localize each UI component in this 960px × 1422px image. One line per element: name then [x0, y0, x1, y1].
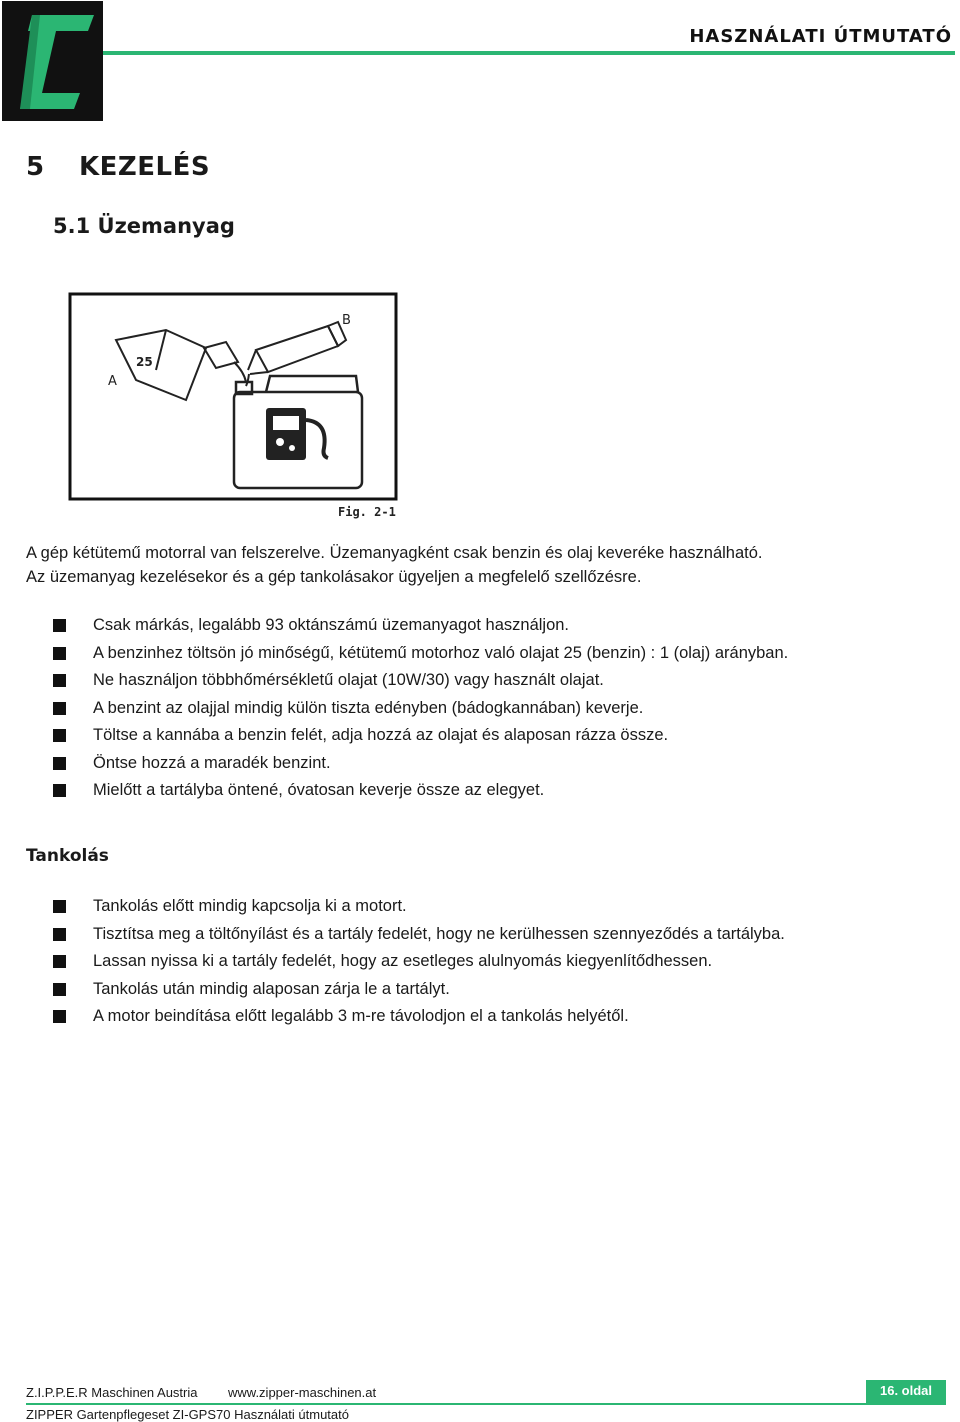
intro-text — [26, 541, 926, 589]
bullet-square-icon — [53, 784, 66, 797]
header-title: HASZNÁLATI ÚTMUTATÓ — [689, 26, 952, 47]
footer-url-link[interactable]: www.zipper-maschinen.at — [228, 1385, 377, 1400]
list-item: Tankolás után mindig alaposan zárja le a tartályt. — [53, 976, 933, 1004]
list-item: Lassan nyissa ki a tartály fedelét, hogy az esetleges alulnyomás kiegyenlítődhessen. — [53, 948, 933, 976]
list-item: A motor beindítása előtt legalább 3 m-re távolodjon el a tankolás helyétől. — [53, 1003, 933, 1031]
list-item: Csak márkás, legalább 93 oktánszámú üzemanyagot használjon. — [53, 612, 933, 640]
list-item: Tisztítsa meg a töltőnyílást és a tartály fedelét, hogy ne kerülhessen szennyeződés a tartályba. — [53, 921, 933, 949]
section-title: KEZELÉS — [79, 152, 211, 182]
footer-document-title: ZIPPER Gartenpflegeset ZI-GPS70 Használati útmutató — [26, 1407, 349, 1422]
list-item: Töltse a kannába a benzin felét, adja hozzá az olajat és alaposan rázza össze. — [53, 722, 933, 750]
bullet-square-icon — [53, 674, 66, 687]
list-item: Mielőtt a tartályba öntené, óvatosan keverje össze az elegyet. — [53, 777, 933, 805]
subsection-title: 5.1 Üzemanyag — [53, 214, 235, 238]
intro-line: Az üzemanyag kezelésekor és a gép tankolásakor ügyeljen a megfelelő szellőzésre. — [26, 568, 642, 586]
list-item: Tankolás előtt mindig kapcsolja ki a motort. — [53, 893, 933, 921]
list-item: A benzinhez töltsön jó minőségű, kétütemű motorhoz való olajat 25 (benzin) : 1 (olaj) arányban. — [53, 640, 933, 668]
refueling-heading: Tankolás — [26, 846, 109, 866]
bullet-square-icon — [53, 757, 66, 770]
bullet-square-icon — [53, 619, 66, 632]
bullet-square-icon — [53, 928, 66, 941]
figure-caption: Fig. 2-1 — [338, 505, 396, 519]
header-rule — [103, 51, 955, 55]
list-item: Ne használjon többhőmérsékletű olajat (10W/30) vagy használt olajat. — [53, 667, 933, 695]
bullet-square-icon — [53, 1010, 66, 1023]
fuel-mixing-figure — [66, 290, 406, 520]
fuel-instructions-list — [53, 612, 933, 805]
figure-label-b: B — [342, 313, 351, 328]
bullet-square-icon — [53, 729, 66, 742]
page-number-badge: 16. oldal — [866, 1380, 946, 1403]
section-number: 5 — [26, 152, 45, 182]
zipper-logo — [2, 1, 103, 121]
bullet-square-icon — [53, 983, 66, 996]
bullet-square-icon — [53, 647, 66, 660]
intro-line: A gép kétütemű motorral van felszerelve. Üzemanyagként csak benzin és olaj keveréke használható. — [26, 544, 763, 562]
fuel-pump-icon — [266, 408, 328, 460]
refueling-instructions-list — [53, 893, 933, 1031]
bullet-square-icon — [53, 702, 66, 715]
footer-company: Z.I.P.P.E.R Maschinen Austria — [26, 1385, 198, 1400]
bullet-square-icon — [53, 900, 66, 913]
footer-rule — [26, 1403, 946, 1405]
list-item: Öntse hozzá a maradék benzint. — [53, 750, 933, 778]
figure-label-a: A — [108, 374, 117, 389]
figure-label-25: 25 — [136, 355, 153, 369]
list-item: A benzint az olajjal mindig külön tiszta edényben (bádogkannában) keverje. — [53, 695, 933, 723]
bullet-square-icon — [53, 955, 66, 968]
